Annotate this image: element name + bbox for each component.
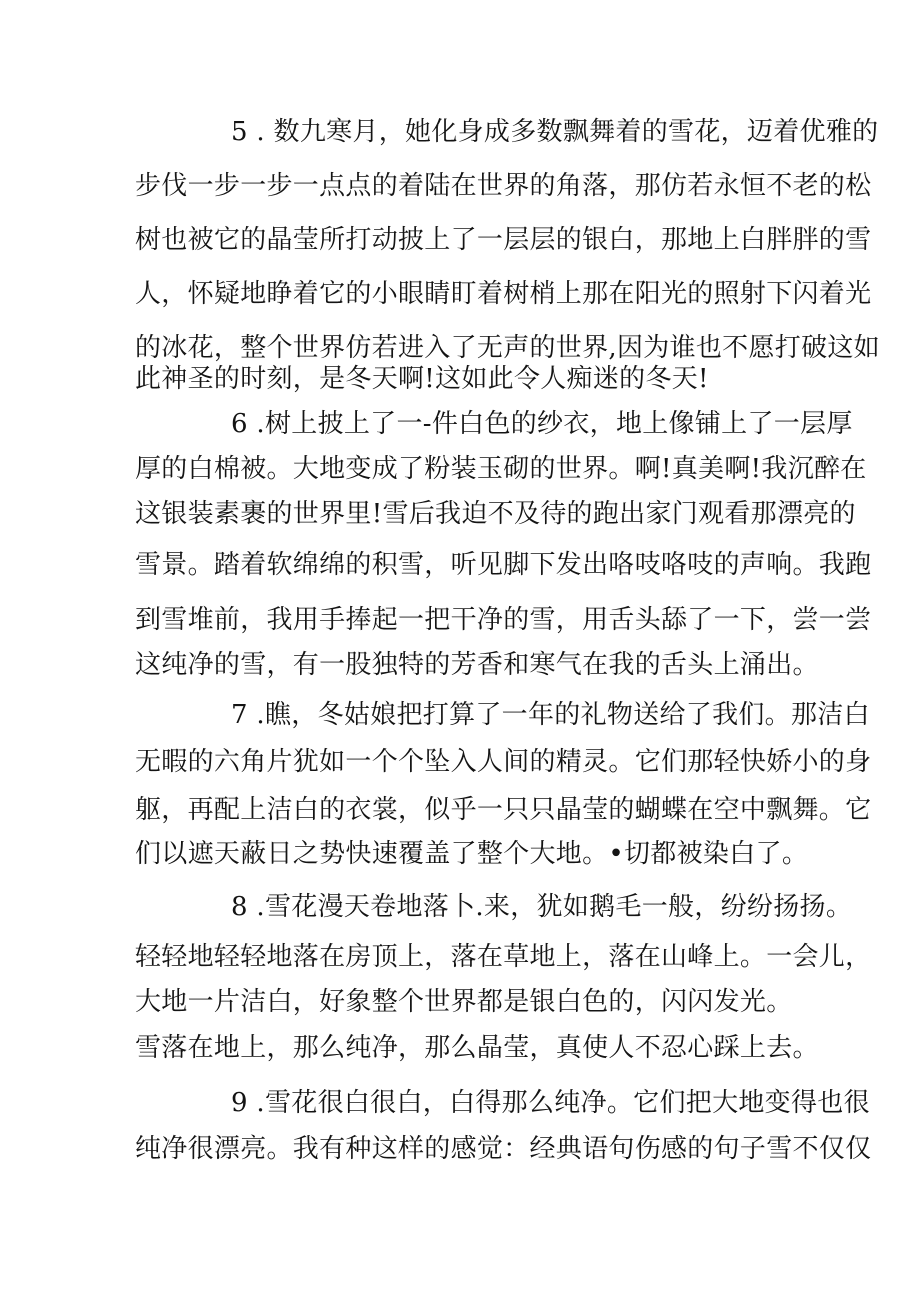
paragraph-7-line-4: 们以遮天蔽日之势快速覆盖了整个大地。•切都被染白了。	[135, 839, 809, 869]
paragraph-5-line-2: 步伐一步一步一点点的着陆在世界的角落，那仿若永恒不老的松	[135, 171, 872, 201]
paragraph-8-line-4: 雪落在地上，那么纯净，那么晶莹，真使人不忍心踩上去。	[135, 1033, 819, 1063]
paragraph-5-line-3: 树也被它的晶莹所打动披上了一层层的银白，那地上白胖胖的雪	[135, 225, 872, 255]
paragraph-6-line-1: 6 .树上披上了一-件白色的纱衣，地上像铺上了一层厚	[231, 409, 853, 439]
paragraph-8-line-2: 轻轻地轻轻地落在房顶上，落在草地上，落在山峰上。一会儿，	[135, 942, 872, 972]
paragraph-8-line-1: 8 .雪花漫天卷地落卜.来，犹如鹅毛一般，纷纷扬扬。	[231, 892, 853, 922]
paragraph-6-line-6: 这纯净的雪，有一股独特的芳香和寒气在我的舌头上涌出。	[135, 650, 819, 680]
paragraph-6-line-4: 雪景。踏着软绵绵的积雪，听见脚下发出咯吱咯吱的声响。我跑	[135, 550, 872, 580]
paragraph-7-line-2: 无暇的六角片犹如一个个坠入人间的精灵。它们那轻快娇小的身	[135, 747, 872, 777]
paragraph-7-line-3: 躯，再配上洁白的衣裳，似乎一只只晶莹的蝴蝶在空中飘舞。它	[135, 795, 872, 825]
paragraph-9-line-2: 纯净很漂亮。我有种这样的感觉：经典语句伤感的句子雪不仅仅	[135, 1134, 872, 1164]
paragraph-5-line-6: 此神圣的时刻，是冬天啊!这如此令人痴迷的冬天!	[135, 364, 709, 394]
paragraph-5-line-5: 的冰花，整个世界仿若进入了无声的世界,因为谁也不愿打破这如	[135, 333, 880, 363]
paragraph-5-line-1: 5 . 数九寒月，她化身成多数飘舞着的雪花，迈着优雅的	[231, 117, 879, 147]
paragraph-5-line-4: 人，怀疑地睁着它的小眼睛盯着树梢上那在阳光的照射下闪着光	[135, 279, 872, 309]
paragraph-6-line-3: 这银装素裹的世界里!雪后我迫不及待的跑出家门观看那漂亮的	[135, 499, 856, 529]
paragraph-8-line-3: 大地一片洁白，好象整个世界都是银白色的，闪闪发光。	[135, 987, 793, 1017]
paragraph-6-line-5: 到雪堆前，我用手捧起一把干净的雪，用舌头舔了一下，尝一尝	[135, 605, 872, 635]
paragraph-7-line-1: 7 .瞧，冬姑娘把打算了一年的礼物送给了我们。那洁白	[231, 700, 870, 730]
paragraph-9-line-1: 9 .雪花很白很白，白得那么纯净。它们把大地变得也很	[231, 1088, 870, 1118]
paragraph-6-line-2: 厚的白棉被。大地变成了粉装玉砌的世界。啊!真美啊!我沉醉在	[135, 454, 867, 484]
